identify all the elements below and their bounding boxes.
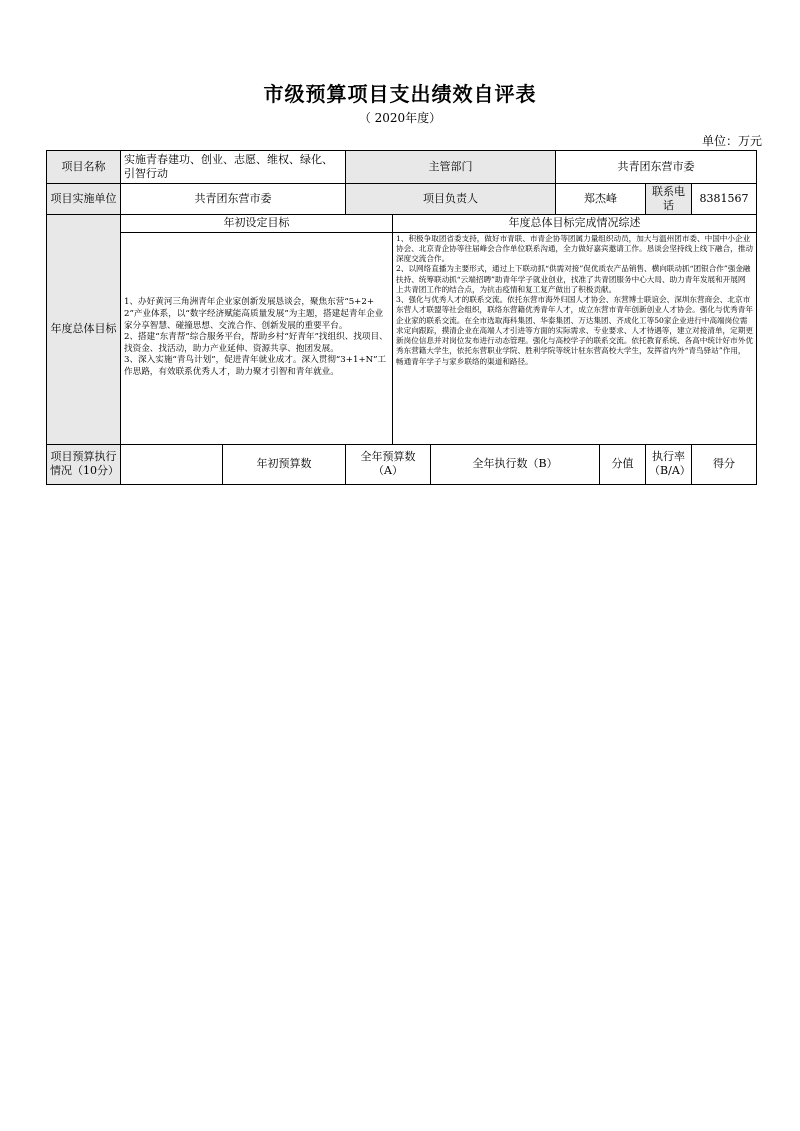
actual-goal-header: 年度总体目标完成情况综述 <box>393 214 757 232</box>
phone-value: 8381567 <box>692 184 757 215</box>
leader-value: 郑杰峰 <box>556 184 646 215</box>
planned-goal-text: 1、办好黄河三角洲青年企业家创新发展恳谈会，聚焦东营“5+2+2”产业体系，以“数字经济赋能高质量发展”为主题，搭建起青年企业家分享智慧、碰撞思想、交流合作、创新发展的重要平台。 2、搭建“东青帮”综合服务平台，帮助乡村“好青年”找组织、找项目、找资金、找活动，助力产业延伸、资源共享、抱团发展。 3、深入实施“青鸟计划”，促进青年就业成才。深入贯彻“3+1+N”工作思路，有效联系优秀人才，助力聚才引智和青年就业。 <box>121 232 393 444</box>
goals-row-label: 年度总体目标 <box>47 214 121 444</box>
budget-points-header: 得分 <box>692 444 757 484</box>
budget-score-header: 分值 <box>600 444 646 484</box>
evaluation-table <box>46 150 757 485</box>
phone-label: 联系电话 <box>646 184 692 215</box>
dept-label: 主管部门 <box>346 151 556 184</box>
project-name: 实施青春建功、创业、志愿、维权、绿化、引智行动 <box>121 151 346 184</box>
page-title: 市级预算项目支出绩效自评表 <box>263 82 537 106</box>
actual-goal-text: 1、积极争取团省委支持，做好市青联、市青企协等团属力量组织动员，加大与温州团市委、中国中小企业协会、北京青企协等往届峰会合作单位联系沟通，全力做好嘉宾邀请工作。恳谈会坚持线上线下融合，推动深度交流合作。 2、以网络直播为主要形式，通过上下联动抓“供需对接”促优质农产品销售、横向联动抓“团银合作”强金融扶持、统筹联动抓“云端招聘”助青年学子就业创业，找准了共青团服务中心大局、助力青年发展和开展网上共青团工作的结合点，为抗击疫情和复工复产做出了积极贡献。 3、强化与优秀人才的联系交流。依托东营市海外归国人才协会、东营博士联谊会、深圳东营商会、北京市东营人才联盟等社会组织，联络东营籍优秀青年人才，成立东营市青年创新创业人才协会。强化与优秀青年企业家的联系交流。在全市选取海科集团、华泰集团、万达集团、齐成化工等50家企业进行中高端岗位需求定向跟踪，摸清企业在高端人才引进等方面的实际需求、专业要求、人才待遇等，建立对接清单，定期更新岗位信息并对岗位发布进行动态管理。强化与高校学子的联系交流。依托教育系统、各高中统计好市外优秀东营籍大学生，依托东营职业学院、胜利学院等统计驻东营高校大学生，发挥省内外“青鸟驿站”作用，畅通青年学子与家乡联络的渠道和路径。 <box>393 232 757 444</box>
project-name-label: 项目名称 <box>47 151 121 184</box>
leader-label: 项目负责人 <box>346 184 556 215</box>
budget-fullyear-header: 全年预算数（A） <box>346 444 431 484</box>
impl-unit-label: 项目实施单位 <box>47 184 121 215</box>
planned-goal-header: 年初设定目标 <box>121 214 393 232</box>
dept-value: 共青团东营市委 <box>556 151 757 184</box>
unit-label: 单位：万元 <box>701 134 762 148</box>
budget-initial-header: 年初预算数 <box>223 444 346 484</box>
budget-row-label: 项目预算执行情况（10分） <box>47 444 121 484</box>
report-year: （ 2020年度） <box>358 111 442 125</box>
budget-executed-header: 全年执行数（B） <box>431 444 600 484</box>
impl-unit-value: 共青团东营市委 <box>121 184 346 215</box>
budget-rate-header: 执行率（B/A） <box>646 444 692 484</box>
